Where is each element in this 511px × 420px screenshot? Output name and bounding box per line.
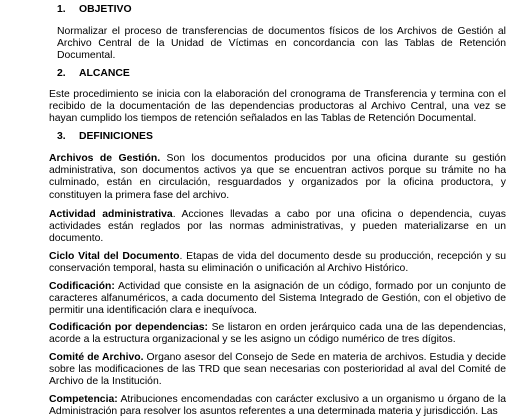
definition-text: Actividad que consiste en la asignación de un código, formado por un conjunto de caracteres alfanuméricos, a cada documento del Sistema Integrado de Gestión, con el objetivo de permitir una identificación clara e inequívoca. (49, 281, 506, 317)
definition-competencia (49, 394, 506, 418)
definition-archivos-de-gestion (49, 153, 506, 202)
definition-ciclo-vital (49, 251, 506, 275)
alcance-paragraph: Este procedimiento se inicia con la elaboración del cronograma de Transferencia y termina con el recibido de la documentación de las dependencias productoras al Archivo Central, una vez se hayan cumplido los tiempos de retención señalados en las Tablas de Retención Documental. (49, 89, 506, 125)
definition-comite-de-archivo (49, 352, 506, 389)
definition-text: . Etapas de vida del documento desde su producción, recepción y su conservación temporal, hasta su eliminación o unificación al Archivo Histórico. (49, 251, 506, 275)
section-number: 1. (57, 4, 66, 15)
definition-term: Comité de Archivo. (49, 352, 144, 363)
definition-term: Codificación por dependencias: (49, 322, 208, 333)
section-title: OBJETIVO (79, 4, 132, 15)
definition-codificacion-por-dependencias (49, 322, 506, 346)
definition-text: Son los documentos producidos por una oficina durante su gestión administrativa, son documentos activos ya que se encuentran activos porque su trámite no ha culminado, están en circulación, resguardados y organizados por la oficina productora, y constituyen la primera fase del archivo. (49, 153, 506, 201)
definition-text: . Acciones llevadas a cabo por una oficina o dependencia, cuyas actividades están reglados por las normas administrativas, y pueden materializarse en un documento. (49, 209, 506, 245)
section-heading-objetivo (57, 4, 132, 16)
definition-actividad-administrativa (49, 209, 506, 246)
section-heading-definiciones (57, 131, 153, 143)
section-number: 3. (57, 131, 66, 142)
definition-term: Ciclo Vital del Documento (49, 251, 180, 262)
section-number: 2. (57, 68, 66, 79)
definition-term: Codificación: (49, 281, 115, 292)
objetivo-paragraph: Normalizar el proceso de transferencias de documentos físicos de los Archivos de Gestión al Archivo Central de la Unidad de Víctimas en concordancia con las Tablas de Retención Documental. (57, 26, 506, 62)
definition-term: Archivos de Gestión. (49, 153, 161, 164)
definition-text: Organo asesor del Consejo de Sede en materia de archivos. Estudia y decide sobre las modificaciones de las TRD que sean necesarias con posterioridad al aval del Comité de Archivo de la Institución. (49, 352, 506, 388)
definition-text: Se listaron en orden jerárquico cada una de las dependencias, acorde a la estructura organizacional y se les asigno un código numérico de tres dígitos. (49, 322, 506, 346)
definition-term: Competencia: (49, 394, 118, 405)
definition-text: Atribuciones encomendadas con carácter exclusivo a un organismo u órgano de la Administración para resolver los asuntos referentes a una determinada materia y jurisdicción. Las (49, 394, 506, 418)
section-title: ALCANCE (79, 68, 130, 79)
section-heading-alcance (57, 68, 130, 80)
definition-codificacion (49, 281, 506, 318)
definition-term: Actividad administrativa (49, 209, 173, 220)
section-title: DEFINICIONES (79, 131, 153, 142)
